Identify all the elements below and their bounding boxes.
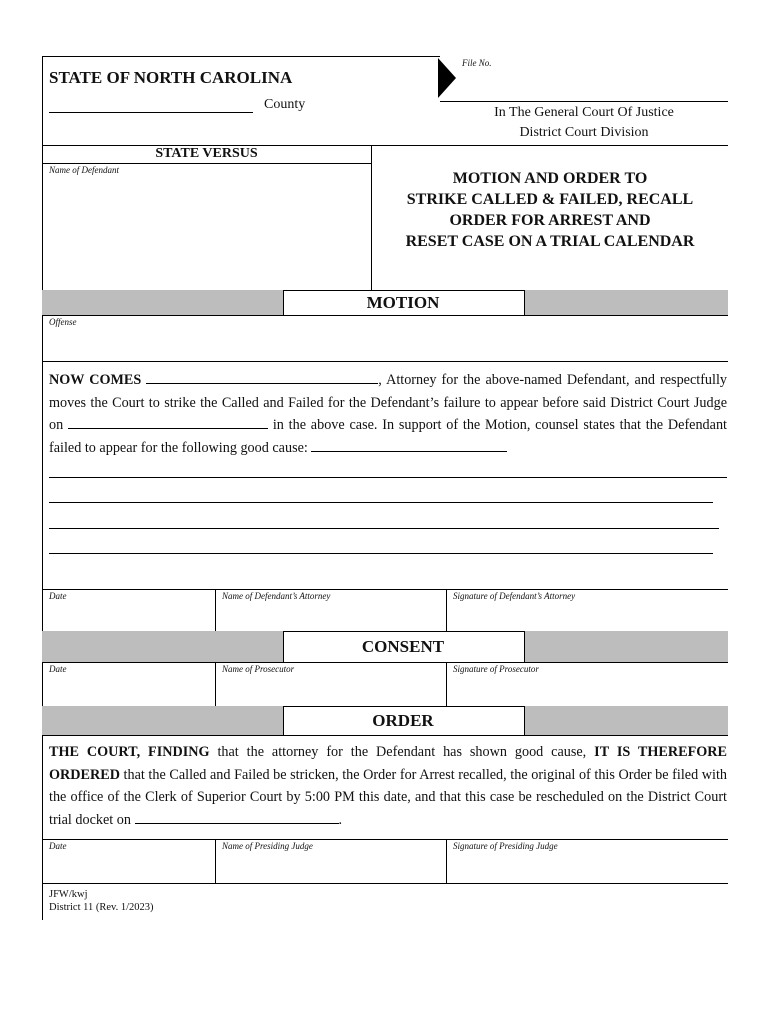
order-sig-divider-1: [215, 839, 216, 883]
motion-text-1: , Attorney for the above-named Defendant, and respectfully moves the Court to strike the Called and Failed for the Defendant’s failure to appear before said District Court Judge on: [49, 372, 728, 433]
file-no-rule: [440, 101, 728, 102]
left-margin-rule: [42, 56, 43, 920]
judge-signature-label: Signature of Presiding Judge: [453, 841, 558, 851]
attorney-name-blank[interactable]: [146, 370, 378, 384]
title-line-2: STRIKE CALLED & FAILED, RECALL: [406, 191, 694, 208]
state-heading: STATE OF NORTH CAROLINA: [49, 68, 293, 87]
file-no-label: File No.: [462, 58, 492, 68]
consent-sig-divider-2: [446, 662, 447, 706]
consent-heading: CONSENT: [361, 637, 445, 656]
prosecutor-signature-label: Signature of Prosecutor: [453, 664, 539, 674]
order-end: .: [338, 811, 343, 828]
consent-date-label: Date: [49, 664, 67, 674]
good-cause-line-1[interactable]: [49, 477, 727, 478]
motion-paragraph: [49, 369, 727, 459]
title-line-3: ORDER FOR ARREST AND: [449, 212, 651, 229]
motion-heading: MOTION: [366, 293, 440, 312]
versus-rule: [42, 163, 371, 164]
now-comes-label: NOW COMES: [49, 372, 142, 388]
motion-sig-top-rule: [42, 589, 728, 590]
motion-sig-divider-1: [215, 589, 216, 631]
state-versus: STATE VERSUS: [155, 146, 258, 161]
title-line-1: MOTION AND ORDER TO: [452, 170, 648, 187]
order-paragraph: [49, 741, 727, 831]
footer-revision: District 11 (Rev. 1/2023): [49, 902, 154, 913]
footer-initials: JFW/kwj: [49, 889, 88, 900]
trial-docket-date-blank[interactable]: [135, 810, 339, 824]
prosecutor-name-label: Name of Prosecutor: [222, 664, 295, 674]
header-top-rule: [42, 56, 440, 57]
motion-attorney-name-label: Name of Defendant’s Attorney: [222, 591, 331, 601]
motion-date-label: Date: [49, 591, 67, 601]
order-bar-bottom-rule: [42, 735, 728, 736]
county-label: County: [264, 97, 306, 112]
motion-sig-divider-2: [446, 589, 447, 631]
offense-label: Offense: [49, 317, 77, 327]
order-date-label: Date: [49, 841, 67, 851]
court-line-2: District Court Division: [519, 125, 649, 140]
defendant-label: Name of Defendant: [49, 165, 119, 175]
good-cause-line-4[interactable]: [49, 553, 713, 554]
file-no-arrow-icon: [438, 58, 456, 98]
order-sig-divider-2: [446, 839, 447, 883]
form-title: [372, 168, 728, 252]
order-sig-top-rule: [42, 839, 728, 840]
judge-name-label: Name of Presiding Judge: [222, 841, 313, 851]
order-text-2: that the Called and Failed be stricken, the Order for Arrest recalled, the original of this Order be filed with the office of the Clerk of Superior Court by 5:00 PM this date, and that this case be rescheduled on the District Court trial docket on: [49, 766, 727, 828]
good-cause-line-2[interactable]: [49, 502, 713, 503]
court-line-1: In The General Court Of Justice: [494, 105, 674, 120]
title-line-4: RESET CASE ON A TRIAL CALENDAR: [405, 233, 695, 250]
good-cause-line-3[interactable]: [49, 528, 719, 529]
consent-sig-divider-1: [215, 662, 216, 706]
motion-bar-bottom-rule: [42, 315, 728, 316]
court-name: [440, 103, 728, 143]
county-blank: [49, 112, 253, 113]
motion-text-2: in the above case. In support of the Motion, counsel states that the Defendant failed to appear for the following good cause:: [49, 417, 727, 456]
order-bold-ordered: IT IS THEREFORE ORDERED: [49, 744, 727, 783]
motion-attorney-signature-label: Signature of Defendant’s Attorney: [453, 591, 576, 601]
order-sig-bottom-rule: [42, 883, 728, 884]
order-lead: THE COURT, FINDING: [49, 744, 210, 760]
judge-name-blank[interactable]: [68, 415, 268, 429]
consent-bar-bottom-rule: [42, 662, 728, 663]
offense-bottom-rule: [42, 361, 728, 362]
order-text-1: that the attorney for the Defendant has shown good cause,: [209, 744, 595, 760]
form-footer: [49, 888, 154, 914]
order-heading: ORDER: [372, 711, 434, 730]
good-cause-blank[interactable]: [311, 438, 507, 452]
